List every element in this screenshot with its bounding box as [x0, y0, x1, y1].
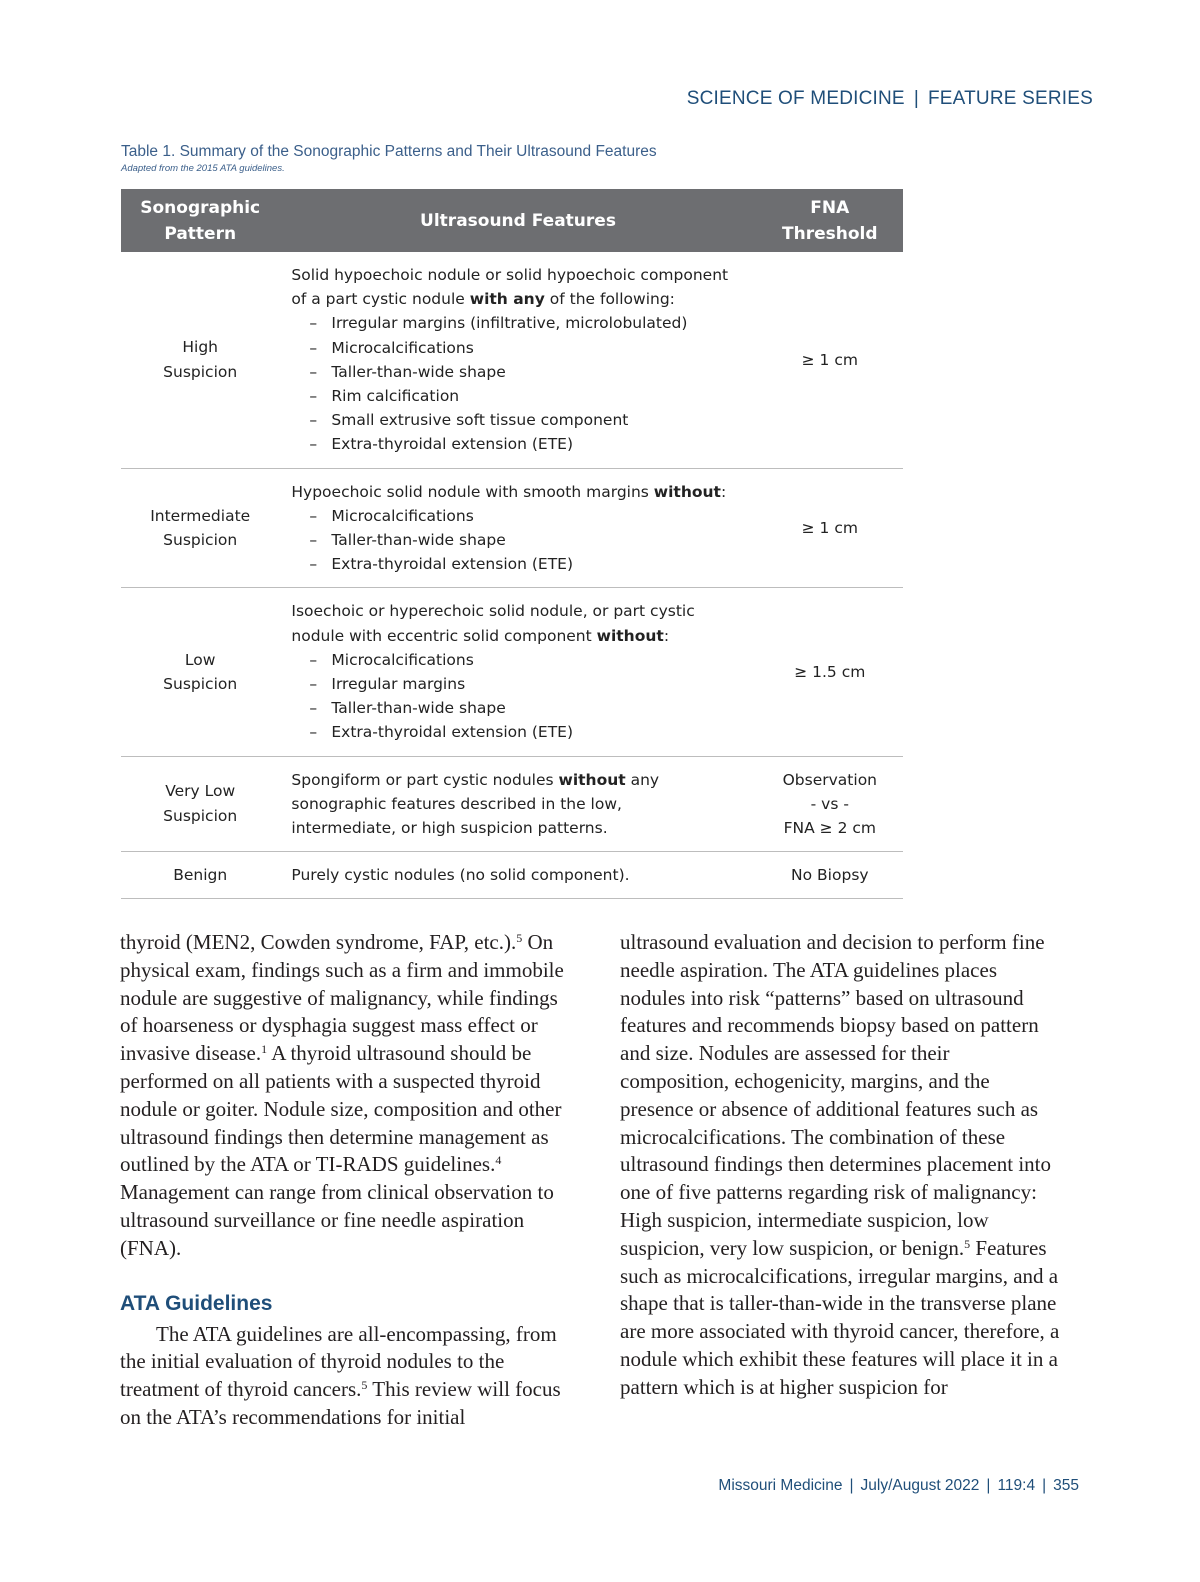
threshold-cell: ≥ 1 cm [757, 252, 903, 468]
header-features: Ultrasound Features [279, 189, 756, 252]
table-header-row [121, 189, 903, 252]
table-row [121, 852, 903, 899]
features-cell: Isoechoic or hyperechoic solid nodule, or part cystic nodule with eccentric solid component without: – Microcalcifications – Irregular margins – Taller-than-wide shape – Extra-thyroidal extension (ETE) [279, 588, 756, 756]
features-cell: Hypoechoic solid nodule with smooth margins without: – Microcalcifications – Taller-than-wide shape – Extra-thyroidal extension (ETE) [279, 468, 756, 588]
table-row [121, 756, 903, 852]
list-item: – Extra-thyroidal extension (ETE) [309, 723, 574, 742]
table-row [121, 252, 903, 468]
body-paragraph: ultrasound evaluation and decision to perform fine needle aspiration. The ATA guidelines places nodules into risk “patterns” based on ultrasound features and recommends biopsy based on pattern and size. Nodules are assessed for their composition, echogenicity, margins, and the presence or absence of additional features such as microcalcifications. The combination of these ultrasound findings then determines placement into one of five patterns regarding risk of malignancy: High suspicion, intermediate suspicion, low suspicion, very low suspicion, or benign.$^5$ Features such as microcalcifications, irregular margins, and a shape that is taller-than-wide in the transverse plane are more associated with thyroid cancer, therefore, a nodule which exhibit these features will place it in a pattern which is at higher suspicion for [620, 930, 1060, 1399]
section-heading: ATA Guidelines [120, 1291, 273, 1315]
body-column-left [120, 929, 570, 1432]
threshold-cell: ≥ 1.5 cm [757, 588, 903, 756]
pattern-cell: Benign [121, 852, 279, 899]
pattern-cell: High Suspicion [121, 252, 279, 468]
pattern-cell: Intermediate Suspicion [121, 468, 279, 588]
section-name: SCIENCE OF MEDICINE [686, 88, 905, 109]
list-item: – Microcalcifications [309, 650, 474, 669]
table-row [121, 468, 903, 588]
pattern-cell: Very Low Suspicion [121, 756, 279, 852]
header-fna-threshold: FNA Threshold [757, 189, 903, 252]
running-head: SCIENCE OF MEDICINE | FEATURE SERIES [686, 88, 1093, 109]
features-cell: Spongiform or part cystic nodules without any sonographic features described in the low, intermediate, or high suspicion patterns. [279, 756, 756, 852]
body-paragraph: thyroid (MEN2, Cowden syndrome, FAP, etc.).$^5$ On physical exam, findings such as a firm and immobile nodule are suggestive of malignancy, while findings of hoarseness or dysphagia suggest mass effect or invasive disease.$^1$ A thyroid ultrasound should be performed on all patients with a suspected thyroid nodule or goiter. Nodule size, composition and other ultrasound findings then determine management as outlined by the ATA or TI-RADS guidelines.$^4$ Management can range from clinical observation to ultrasound surveillance or fine needle aspiration (FNA). [120, 930, 564, 1260]
list-item: – Irregular margins (infiltrative, microlobulated) [309, 314, 688, 333]
threshold-cell: No Biopsy [757, 852, 903, 899]
features-cell: Purely cystic nodules (no solid component). [279, 852, 756, 899]
issue-date: July/August 2022 [860, 1477, 980, 1494]
body-paragraph: The ATA guidelines are all-encompassing, from the initial evaluation of thyroid nodules to the treatment of thyroid cancers.$^5$ This review will focus on the ATA’s recommendations for initial [120, 1321, 561, 1429]
list-item: – Taller-than-wide shape [309, 362, 506, 381]
list-item: – Small extrusive soft tissue component [309, 411, 629, 430]
table-caption: Table 1. Summary of the Sonographic Patterns and Their Ultrasound Features [121, 143, 657, 160]
table-row [121, 588, 903, 756]
threshold-cell: Observation - vs - FNA ≥ 2 cm [757, 756, 903, 852]
page-footer: Missouri Medicine | July/August 2022 | 119:4 | 355 [718, 1477, 1079, 1494]
list-item: – Microcalcifications [309, 506, 474, 525]
journal-name: Missouri Medicine [718, 1477, 843, 1494]
pattern-cell: Low Suspicion [121, 588, 279, 756]
list-item: – Extra-thyroidal extension (ETE) [309, 435, 574, 454]
series-name: FEATURE SERIES [927, 88, 1093, 109]
features-cell: Solid hypoechoic nodule or solid hypoechoic component of a part cystic nodule with any of the following: – Irregular margins (infiltrative, microlobulated) – Microcalcifications – Taller-than-wide shape – Rim calcification – Small extrusive soft tissue component – Extra-thyroidal extension (ETE) [279, 252, 756, 468]
header-pattern: Sonographic Pattern [121, 189, 279, 252]
list-item: – Taller-than-wide shape [309, 531, 506, 550]
list-item: – Irregular margins [309, 675, 466, 694]
body-column-right [620, 929, 1060, 1402]
volume-issue: 119:4 [997, 1477, 1036, 1494]
table-subcaption: Adapted from the 2015 ATA guidelines. [121, 163, 285, 174]
list-item: – Rim calcification [309, 387, 460, 406]
list-item: – Taller-than-wide shape [309, 699, 506, 718]
threshold-cell: ≥ 1 cm [757, 468, 903, 588]
page-number: 355 [1053, 1477, 1079, 1494]
list-item: – Extra-thyroidal extension (ETE) [309, 555, 574, 574]
list-item: – Microcalcifications [309, 338, 474, 357]
sonographic-patterns-table [121, 189, 903, 899]
